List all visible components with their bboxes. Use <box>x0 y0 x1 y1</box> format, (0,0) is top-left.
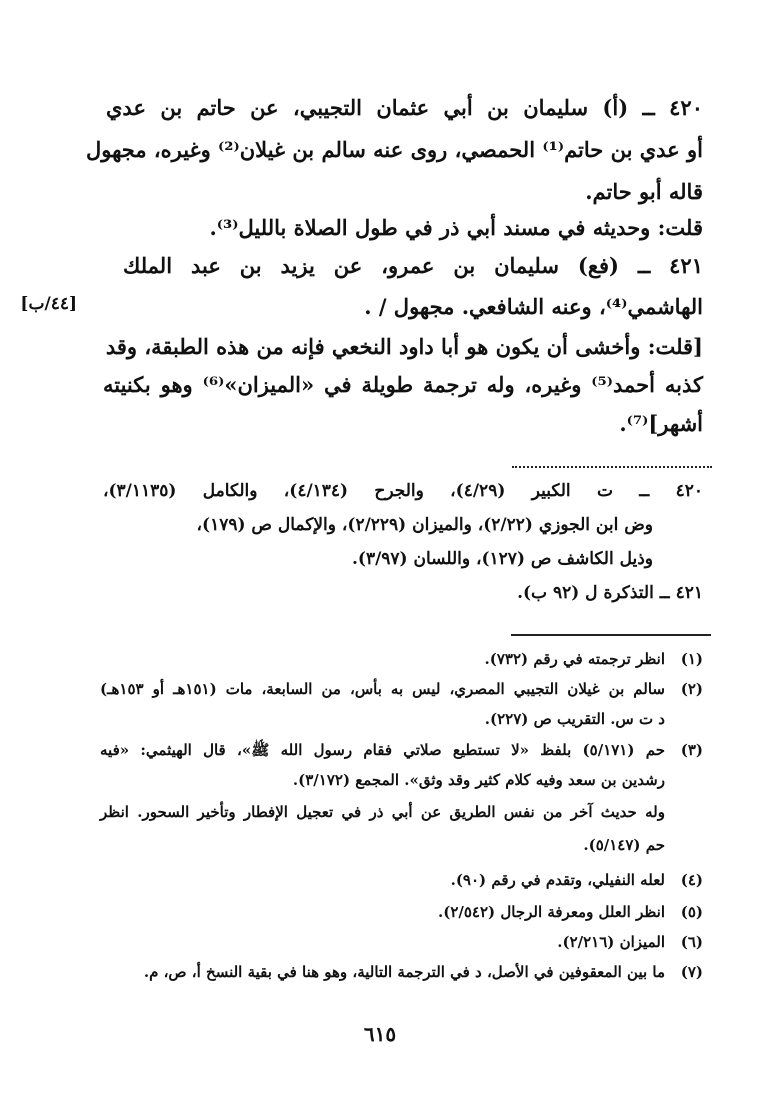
source-line-2: وض ابن الجوزي (٢/٢٢)، والميزان (٢/٢٢٩)، والإكمال ص (١٧٩)، <box>196 515 653 535</box>
main-line-7: [قلت: وأخشى أن يكون هو أبا داود النخعي فإنه من هذه الطبقة، وقد <box>105 334 703 359</box>
source-line-3: وذيل الكاشف ص (١٢٧)، واللسان (٣/٩٧). <box>351 549 653 569</box>
margin-reference: [٤٤/ب] <box>20 294 77 314</box>
footnote-1-line-1: انظر ترجمته في رقم (٧٣٢). <box>484 650 665 668</box>
main-line-8: كذبه أحمد⁽⁵⁾ وغيره، وله ترجمة طويلة في «الميزان»⁽⁶⁾ وهو بكنيته <box>103 372 703 397</box>
footnote-3-line-3: وله حديث آخر من نفس الطريق عن أبي ذر في تعجيل الإفطار وتأخير السحور. انظر <box>100 803 665 821</box>
source-line-4: ٤٢١ ــ التذكرة ل (٩٢ ب). <box>517 583 703 603</box>
footnote-7-line-1: ما بين المعقوفين في الأصل، د في الترجمة التالية، وهو هنا في بقية النسخ أ، ص، م. <box>143 963 665 981</box>
footnote-2-line-2: د ت س. التقريب ص (٢٢٧). <box>484 710 665 728</box>
page-number: ٦١٥ <box>363 1022 397 1046</box>
footnote-6-line-1: الميزان (٢/٢١٦). <box>557 933 665 951</box>
footnote-4-line-1: لعله النفيلي، وتقدم في رقم (٩٠). <box>450 871 665 889</box>
main-line-3: قاله أبو حاتم. <box>585 179 703 204</box>
footnote-number-1: (١) <box>680 650 703 668</box>
footnote-number-4: (٤) <box>680 871 703 889</box>
footnote-number-7: (٧) <box>680 963 703 981</box>
main-line-9: أشهر]⁽⁷⁾. <box>619 411 703 436</box>
footnote-number-5: (٥) <box>680 903 703 921</box>
footnote-rule <box>511 634 711 636</box>
source-line-1: ٤٢٠ ــ ت الكبير (٤/٢٩)، والجرح (٤/١٣٤)، والكامل (٣/١١٣٥)، <box>103 481 703 501</box>
footnote-3-line-1: حم (٥/١٧١) بلفظ «لا تستطيع صلاتي فقام رسول الله ﷺ»، قال الهيثمي: «فيه <box>100 741 666 759</box>
footnote-number-3: (٣) <box>680 741 703 759</box>
main-line-2: أو عدي بن حاتم⁽¹⁾ الحمصي، روى عنه سالم بن غيلان⁽²⁾ وغيره، مجهول <box>85 137 703 162</box>
footnote-3-line-2: رشدين بن سعد وفيه كلام كثير وقد وثق». المجمع (٣/١٧٢). <box>292 771 665 789</box>
main-line-1: ٤٢٠ ــ (أ) سليمان بن أبي عثمان التجيبي، عن حاتم بن عدي <box>106 95 703 120</box>
footnote-2-line-1: سالم بن غيلان التجيبي المصري، ليس به بأس، من السابعة، مات (١٥١هـ أو ١٥٣هـ) <box>100 680 666 698</box>
footnote-5-line-1: انظر العلل ومعرفة الرجال (٢/٥٤٢). <box>437 903 665 921</box>
main-line-6: الهاشمي⁽⁴⁾، وعنه الشافعي. مجهول / . <box>364 294 703 319</box>
footnote-number-6: (٦) <box>680 933 703 951</box>
footnote-number-2: (٢) <box>680 680 703 698</box>
footnote-3-line-4: حم (٥/١٤٧). <box>583 836 665 854</box>
main-line-4: قلت: وحديثه في مسند أبي ذر في طول الصلاة بالليل⁽³⁾. <box>209 215 703 240</box>
dotted-separator <box>512 466 712 468</box>
main-line-5: ٤٢١ ــ (فع) سليمان بن عمرو، عن يزيد بن عبد الملك <box>123 253 703 278</box>
